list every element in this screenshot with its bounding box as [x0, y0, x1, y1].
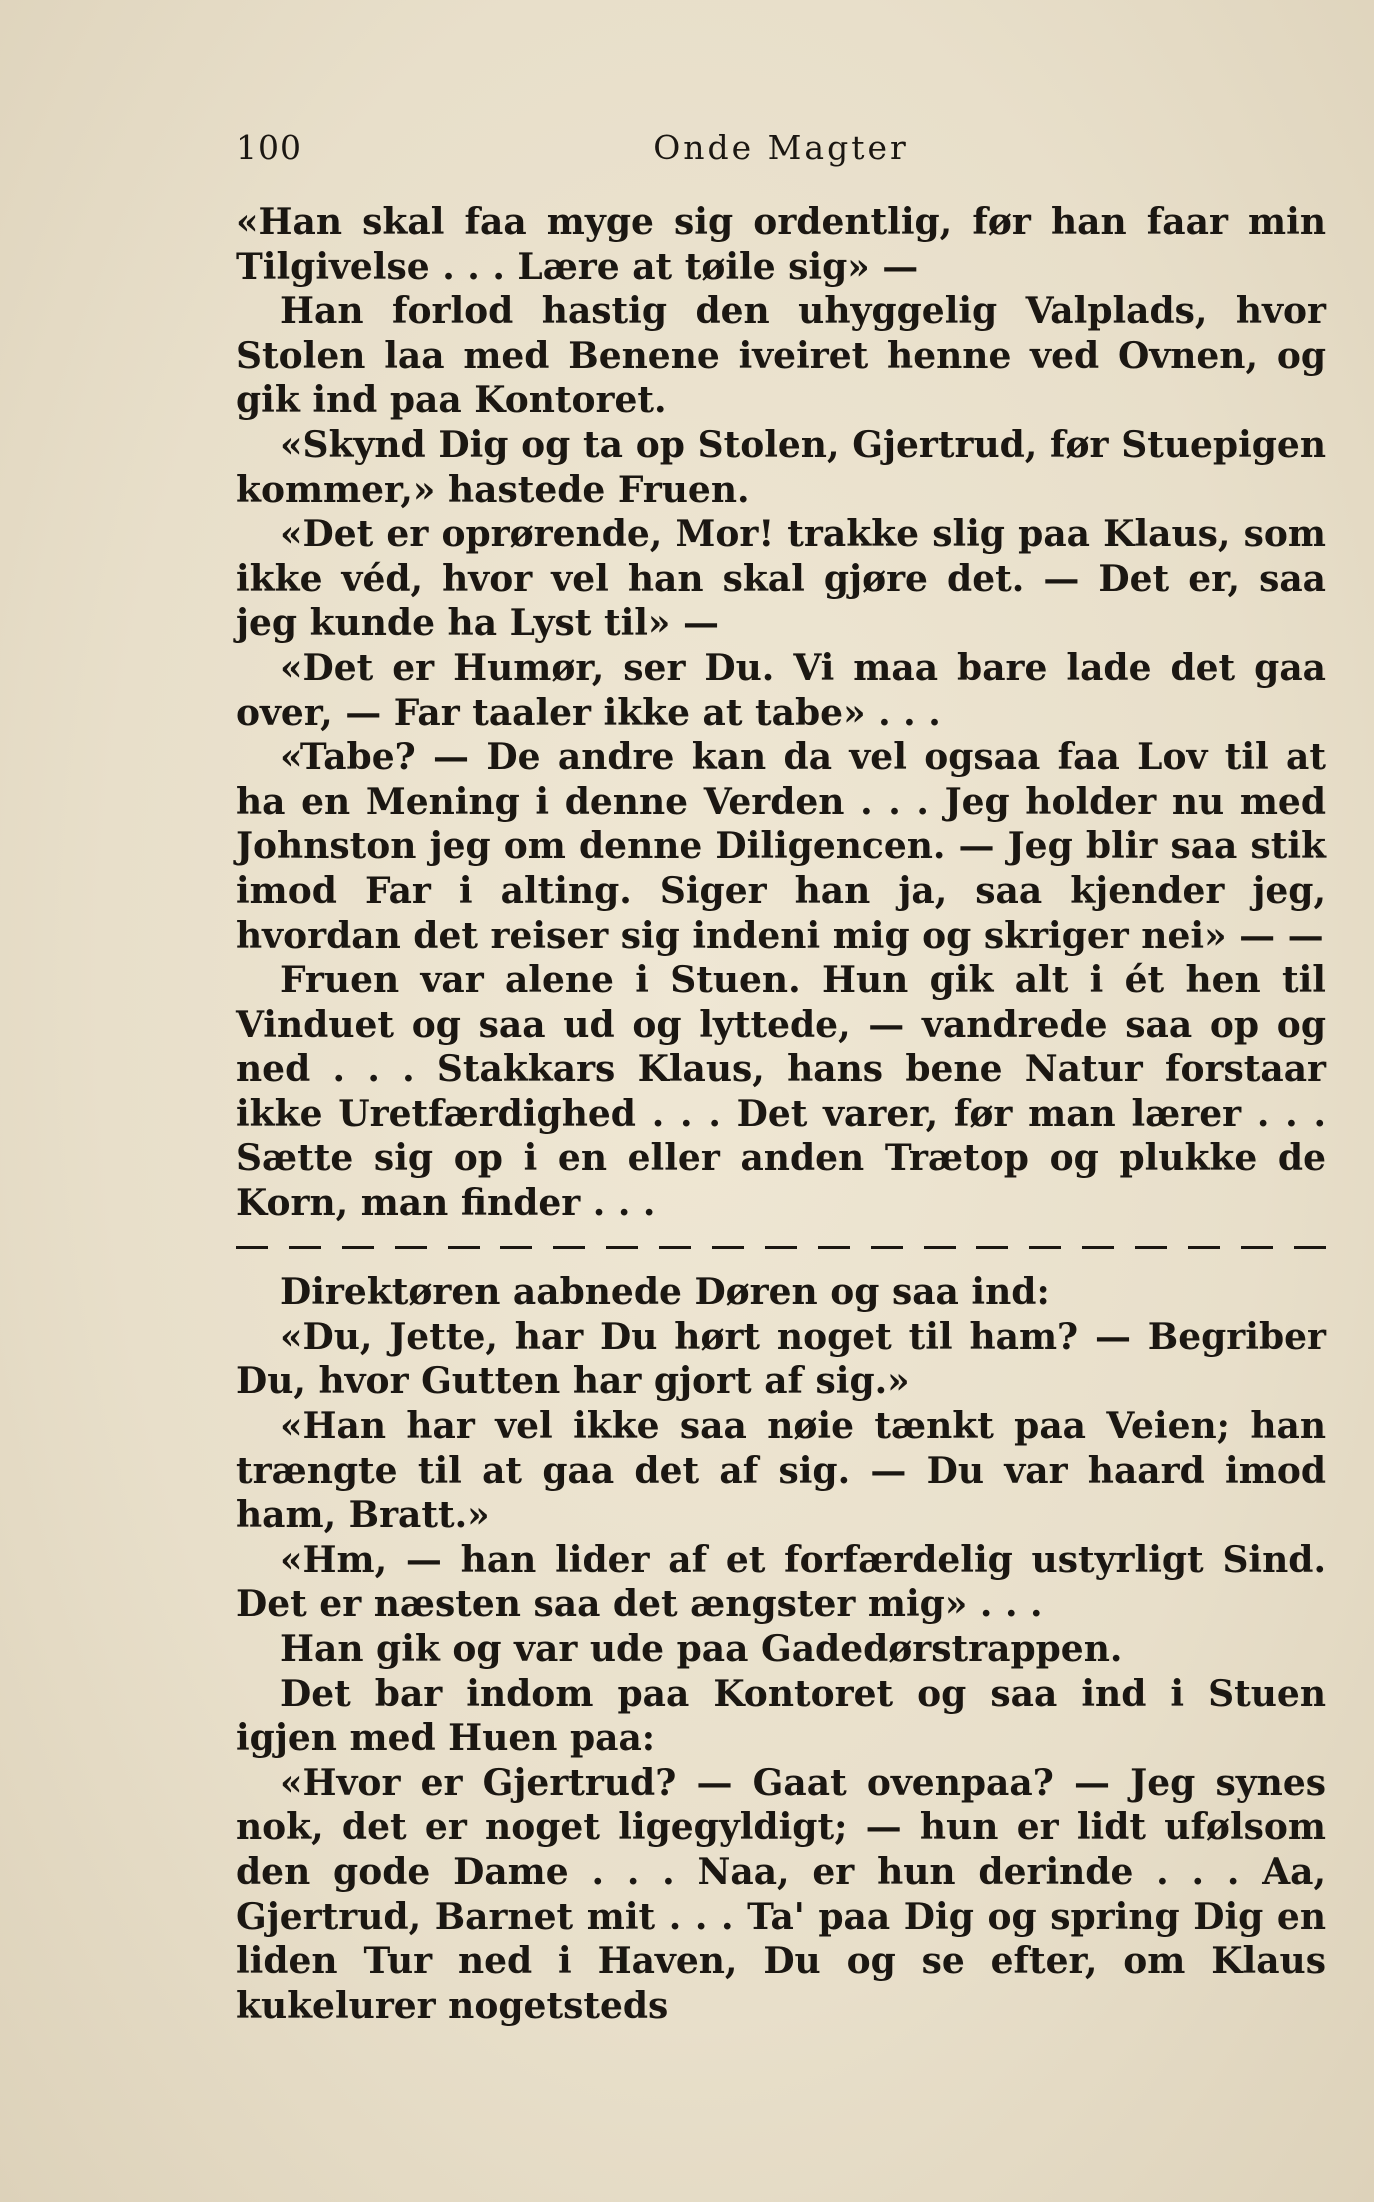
page-header — [236, 128, 1326, 178]
paragraph: Han gik og var ude paa Gadedørstrappen. — [280, 1628, 1123, 1670]
paragraph: «Tabe? — De andre kan da vel ogsaa faa Lov til at ha en Mening i denne Verden . . . Jeg holder nu med Johnston jeg om denne Diligencen. — Jeg blir saa stik imod Far i alting. Siger han ja, saa kjender jeg, hvordan det reiser sig indeni mig og skriger nei» — — — [236, 736, 1326, 957]
paragraph: «Det er Humør, ser Du. Vi maa bare lade det gaa over, — Far taaler ikke at tabe» . . . — [236, 646, 1326, 734]
paragraph: «Han har vel ikke saa nøie tænkt paa Veien; han trængte til at gaa det af sig. — Du var haard imod ham, Bratt.» — [236, 1405, 1326, 1537]
paragraph: Det bar indom paa Kontoret og saa ind i Stuen igjen med Huen paa: — [236, 1672, 1326, 1760]
page-number: 100 — [236, 128, 302, 167]
paragraph: Fruen var alene i Stuen. Hun gik alt i ét hen til Vinduet og saa ud og lyttede, — vandrede saa op og ned . . . Stakkars Klaus, hans bene Natur forstaar ikke Uretfærdighed . . . Det varer, før man lærer . . . Sætte sig op i en eller anden Trætop og plukke de Korn, man finder . . . — [236, 959, 1326, 1225]
paragraph: «Hvor er Gjertrud? — Gaat ovenpaa? — Jeg synes nok, det er noget ligegyldigt; — hun er lidt ufølsom den gode Dame . . . Naa, er hun derinde . . . Aa, Gjertrud, Barnet mit . . . Ta' paa Dig og spring Dig en liden Tur ned i Haven, Du og se efter, om Klaus kukelurer nogetsteds — [236, 1761, 1326, 2027]
paragraph: «Du, Jette, har Du hørt noget til ham? — Begriber Du, hvor Gutten har gjort af sig.» — [236, 1315, 1326, 1403]
running-title: Onde Magter — [653, 128, 909, 167]
section-divider — [236, 1226, 1326, 1271]
paragraph: Han forlod hastig den uhyggelig Valplads, hvor Stolen laa med Benene iveiret henne ved Ovnen, og gik ind paa Kontoret. — [236, 290, 1326, 422]
paragraph: «Hm, — han lider af et forfærdelig ustyrligt Sind. Det er næsten saa det ængster mig» . . . — [236, 1538, 1326, 1626]
paragraph: «Det er oprørende, Mor! trakke slig paa Klaus, som ikke véd, hvor vel han skal gjøre det. — Det er, saa jeg kunde ha Lyst til» — — [236, 513, 1326, 645]
paragraph: Direktøren aabnede Døren og saa ind: — [280, 1271, 1050, 1314]
paragraph: «Skynd Dig og ta op Stolen, Gjertrud, før Stuepigen kommer,» hastede Fruen. — [236, 423, 1326, 511]
paragraph: «Han skal faa myge sig ordentlig, før han faar min Tilgivelse . . . Lære at tøile sig» — — [236, 201, 1326, 288]
body-text — [236, 200, 1326, 2028]
